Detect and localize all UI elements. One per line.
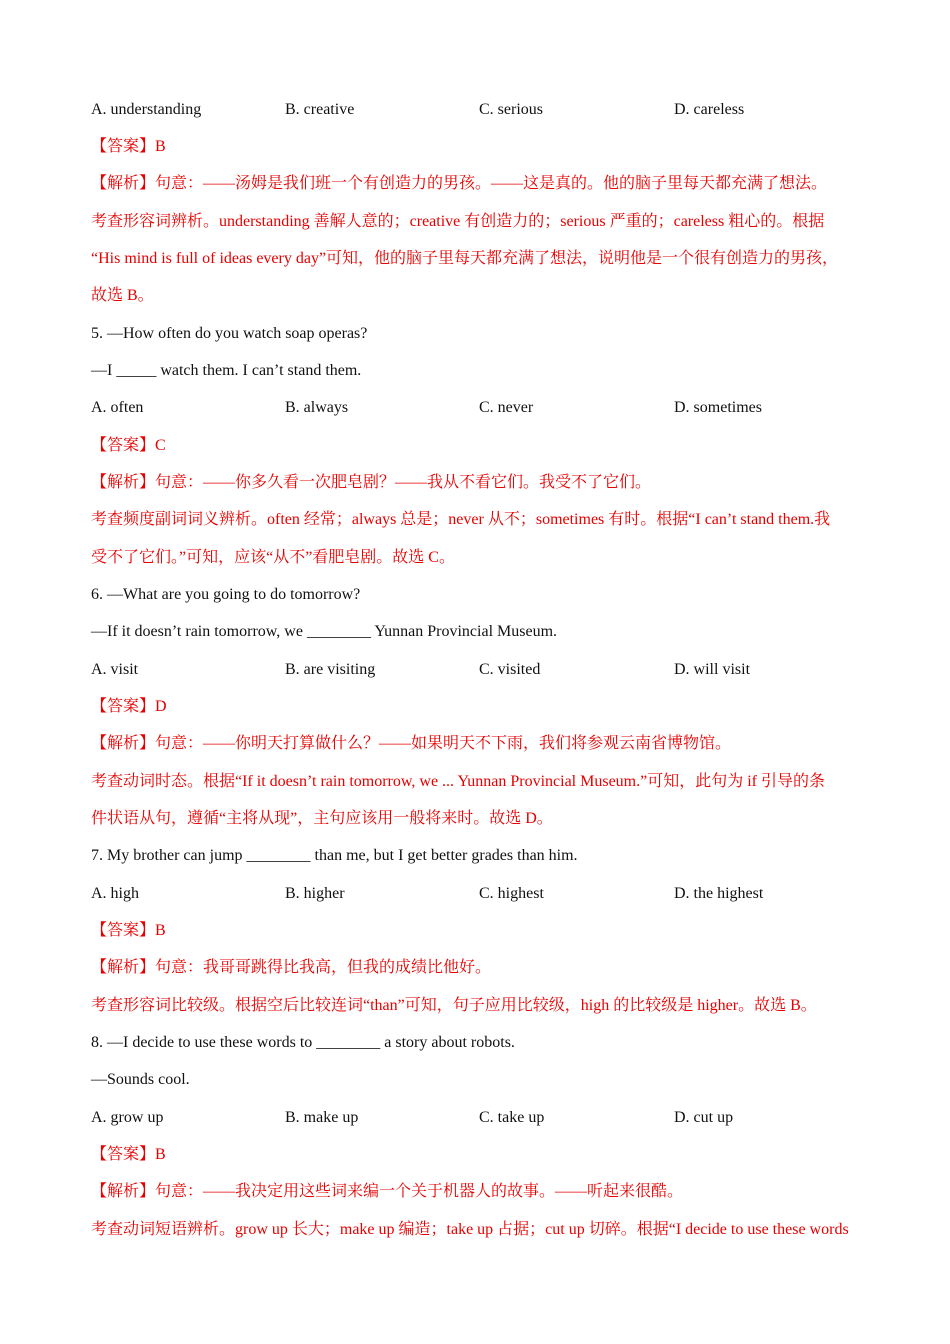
option-c: C. take up: [479, 1109, 545, 1126]
analysis-line: 考查动词时态。根据“If it doesn’t rain tomorrow, we ... Yunnan Provincial Museum.”可知，此句为 if 引导的条: [91, 773, 825, 790]
option-a: A. visit: [91, 661, 139, 678]
answer-line: 【答案】B: [91, 922, 166, 939]
question-8-reply: —Sounds cool.: [91, 1071, 190, 1088]
option-d: D. cut up: [674, 1109, 734, 1126]
answer-line: 【答案】B: [91, 138, 166, 155]
option-d: D. will visit: [674, 661, 751, 678]
option-b: B. always: [285, 399, 349, 416]
options-row: [0, 397, 950, 419]
option-a: A. understanding: [91, 101, 202, 118]
option-a: A. grow up: [91, 1109, 164, 1126]
options-row: [0, 883, 950, 905]
option-b: B. make up: [285, 1109, 359, 1126]
question-7-stem: 7. My brother can jump ________ than me, but I get better grades than him.: [91, 847, 578, 864]
analysis-line: “His mind is full of ideas every day”可知，他的脑子里每天都充满了想法，说明他是一个很有创造力的男孩，: [91, 250, 839, 267]
option-a: A. high: [91, 885, 139, 902]
analysis-line: 件状语从句，遵循“主将从现”，主句应该用一般将来时。故选 D。: [91, 810, 553, 827]
analysis-line: 受不了它们。”可知，应该“从不”看肥皂剧。故选 C。: [91, 549, 455, 566]
analysis-line: 【解析】句意：我哥哥跳得比我高，但我的成绩比他好。: [91, 959, 492, 976]
question-6-stem: 6. —What are you going to do tomorrow?: [91, 586, 361, 603]
analysis-line: 考查动词短语辨析。grow up 长大；make up 编造；take up 占据；cut up 切碎。根据“I decide to use these words: [91, 1221, 849, 1238]
analysis-line: 【解析】句意：——汤姆是我们班一个有创造力的男孩。——这是真的。他的脑子里每天都充满了想法。: [91, 175, 828, 192]
analysis-line: 考查形容词辨析。understanding 善解人意的；creative 有创造力的；serious 严重的；careless 粗心的。根据: [91, 213, 825, 230]
analysis-line: 【解析】句意：——我决定用这些词来编一个关于机器人的故事。——听起来很酷。: [91, 1183, 684, 1200]
options-row: [0, 1107, 950, 1129]
options-row: [0, 659, 950, 681]
analysis-line: 【解析】句意：——你明天打算做什么？——如果明天不下雨，我们将参观云南省博物馆。: [91, 735, 732, 752]
option-a: A. often: [91, 399, 144, 416]
question-5-stem: 5. —How often do you watch soap operas?: [91, 325, 368, 342]
option-b: B. creative: [285, 101, 355, 118]
question-6-reply: —If it doesn’t rain tomorrow, we ________ Yunnan Provincial Museum.: [91, 623, 558, 640]
option-c: C. never: [479, 399, 534, 416]
answer-line: 【答案】D: [91, 698, 167, 715]
option-b: B. are visiting: [285, 661, 376, 678]
options-row: [0, 99, 950, 121]
analysis-line: 故选 B。: [91, 287, 154, 304]
question-8-stem: 8. —I decide to use these words to ________ a story about robots.: [91, 1034, 515, 1051]
option-d: D. the highest: [674, 885, 764, 902]
analysis-line: 考查形容词比较级。根据空后比较连词“than”可知，句子应用比较级，high 的比较级是 higher。故选 B。: [91, 997, 817, 1014]
option-c: C. visited: [479, 661, 541, 678]
question-5-reply: —I _____ watch them. I can’t stand them.: [91, 362, 362, 379]
analysis-line: 考查频度副词词义辨析。often 经常；always 总是；never 从不；sometimes 有时。根据“I can’t stand them.我: [91, 511, 831, 528]
answer-line: 【答案】C: [91, 437, 166, 454]
option-d: D. sometimes: [674, 399, 762, 416]
option-c: C. highest: [479, 885, 544, 902]
answer-line: 【答案】B: [91, 1146, 166, 1163]
option-b: B. higher: [285, 885, 345, 902]
analysis-line: 【解析】句意：——你多久看一次肥皂剧？——我从不看它们。我受不了它们。: [91, 474, 652, 491]
option-c: C. serious: [479, 101, 543, 118]
option-d: D. careless: [674, 101, 745, 118]
